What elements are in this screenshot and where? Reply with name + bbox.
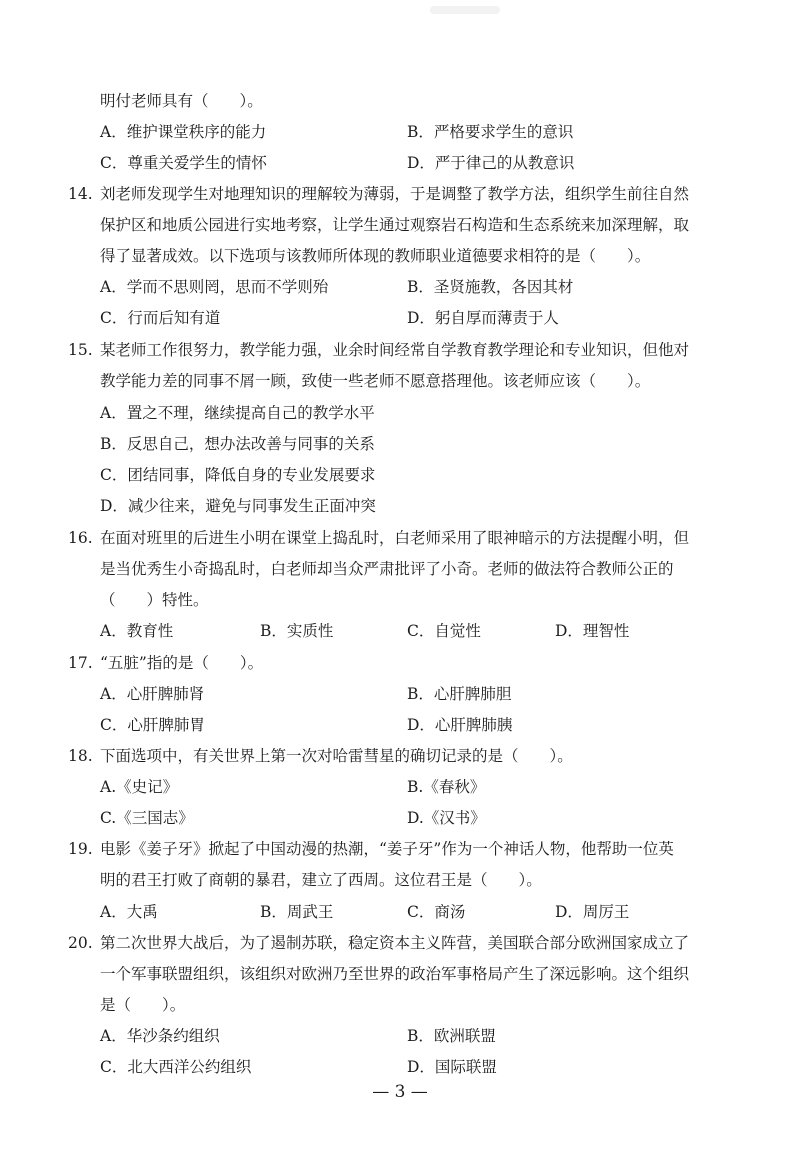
question-number: 16.: [68, 529, 93, 547]
option-b: B．严格要求学生的意识: [407, 123, 574, 141]
option-d: D.《汉书》: [407, 809, 486, 827]
question-stem-text: 电影《姜子牙》掀起了中国动漫的热潮，“姜子牙”作为一个神话人物，他帮助一位英: [100, 840, 674, 858]
question-stem-text: （ ）特性。: [100, 591, 209, 609]
question-number: 14.: [68, 185, 93, 203]
option-b: B．欧洲联盟: [407, 1027, 496, 1045]
option-d: D．心肝脾肺胰: [407, 716, 513, 734]
option-a: A．教育性: [100, 622, 174, 640]
option-b: B．圣贤施教，各因其材: [407, 278, 574, 296]
option-a: A．置之不理，继续提高自己的教学水平: [100, 404, 375, 422]
option-a: A.《史记》: [100, 778, 179, 796]
option-a: A．学而不思则罔，思而不学则殆: [100, 278, 329, 296]
question-stem-text: 保护区和地质公园进行实地考察，让学生通过观察岩石构造和生态系统来加深理解，取: [100, 216, 690, 234]
scan-smudge: [430, 6, 500, 14]
option-d: D．理智性: [555, 622, 630, 640]
question-stem-text: 教学能力差的同事不屑一顾，致使一些老师不愿意搭理他。该老师应该（ ）。: [100, 372, 651, 390]
option-b: B．实质性: [260, 622, 334, 640]
question-stem-text: 一个军事联盟组织，该组织对欧洲乃至世界的政治军事格局产生了深远影响。这个组织: [100, 965, 690, 983]
option-b: B．反思自己，想办法改善与同事的关系: [100, 435, 375, 453]
option-c: C．行而后知有道: [100, 309, 221, 327]
question-stem-text: 下面选项中，有关世界上第一次对哈雷彗星的确切记录的是（ ）。: [100, 747, 573, 765]
option-a: A．心肝脾肺肾: [100, 685, 205, 703]
option-b: B．心肝脾肺胆: [407, 685, 512, 703]
question-stem-text: 某老师工作很努力，教学能力强，业余时间经常自学教育教学理论和专业知识，但他对: [100, 341, 690, 359]
question-stem-text: 是（ ）。: [100, 996, 186, 1014]
option-a: A．华沙条约组织: [100, 1027, 220, 1045]
question-number: 20.: [68, 934, 93, 952]
question-number: 18.: [68, 747, 93, 765]
question-stem-text: 明付老师具有（ ）。: [100, 92, 263, 110]
option-c: C．团结同事，降低自身的专业发展要求: [100, 466, 376, 484]
option-c: C．心肝脾肺胃: [100, 716, 205, 734]
question-number: 19.: [68, 840, 93, 858]
question-stem-text: 得了显著成效。以下选项与该教师所体现的教师职业道德要求相符的是（ ）。: [100, 247, 651, 265]
question-number: 15.: [68, 341, 93, 359]
option-c: C．尊重关爱学生的情怀: [100, 154, 267, 172]
option-a: A．大禹: [100, 903, 158, 921]
question-stem-text: 是当优秀生小奇捣乱时，白老师却当众严肃批评了小奇。老师的做法符合教师公正的: [100, 560, 674, 578]
question-stem-text: 第二次世界大战后，为了遏制苏联，稳定资本主义阵营，美国联合部分欧洲国家成立了: [100, 934, 690, 952]
option-d: D．周厉王: [555, 903, 630, 921]
option-b: B.《春秋》: [407, 778, 486, 796]
option-d: D．严于律己的从教意识: [407, 154, 575, 172]
question-stem-text: 在面对班里的后进生小明在课堂上捣乱时，白老师采用了眼神暗示的方法提醒小明，但: [100, 529, 690, 547]
option-c: C．自觉性: [407, 622, 481, 640]
option-d: D．减少往来，避免与同事发生正面冲突: [100, 497, 376, 515]
page-number: — 3 —: [372, 1082, 428, 1102]
question-stem-text: 刘老师发现学生对地理知识的理解较为薄弱，于是调整了教学方法，组织学生前往自然: [100, 185, 690, 203]
question-stem-text: “五脏”指的是（ ）。: [100, 654, 264, 672]
question-stem-text: 明的君王打败了商朝的暴君，建立了西周。这位君王是（ ）。: [100, 871, 542, 889]
option-d: D．躬自厚而薄责于人: [407, 309, 559, 327]
option-b: B．周武王: [260, 903, 334, 921]
option-c: C．商汤: [407, 903, 466, 921]
question-number: 17.: [68, 654, 93, 672]
option-c: C.《三国志》: [100, 809, 194, 827]
option-c: C．北大西洋公约组织: [100, 1058, 252, 1076]
option-d: D．国际联盟: [407, 1058, 497, 1076]
option-a: A．维护课堂秩序的能力: [100, 123, 267, 141]
